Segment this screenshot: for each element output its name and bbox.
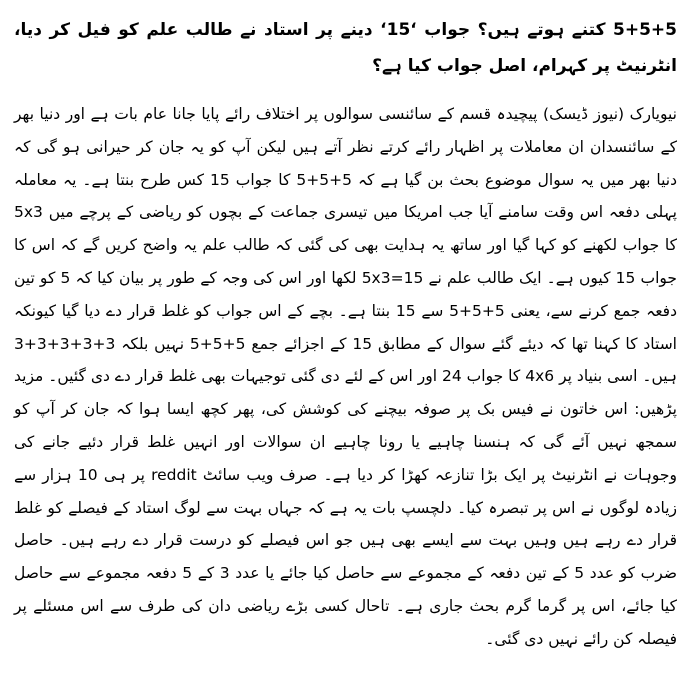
article-body: نیویارک (نیوز ڈیسک) پیچیدہ قسم کے سائنسی سوالوں پر اختلاف رائے پایا جانا عام بات ہے اور دنیا بھر کے سائنسدان ان معاملات پر اظہار رائے کرتے نظر آتے ہیں لیکن آپ کو یہ جان کر حیرانی ہو گی کہ دنیا بھر میں یہ سوال موضوع بحث بن گیا ہے کہ 5+5+5 کا جواب 15 کس طرح بنتا ہے۔ یہ معاملہ پہلی دفعہ اس وقت سامنے آیا جب امریکا میں تیسری جماعت کے بچوں کو ریاضی کے پرچے میں 5x3 کا جواب لکھنے کو کہا گیا اور ساتھ یہ ہدایت بھی کی گئی کہ طالب علم یہ واضح کریں گے کہ اس کا جواب 15 کیوں ہے۔ ایک طالب علم نے 15=5x3 لکھا اور اس کی وجہ کے طور پر بیان کیا کہ 5 کو تین دفعہ جمع کرنے سے، یعنی 5+5+5 سے 15 بنتا ہے۔ بچے کے اس جواب کو غلط قرار دے دیا گیا کیونکہ استاد کا کہنا تھا کہ دیئے گئے سوال کے مطابق 15 کے اجزائے جمع 5+5+5 نہیں بلکہ 3+3+3+3+3 ہیں۔ اسی بنیاد پر 4x6 کا جواب 24 اور اس کے لئے دی گئی توجیہات بھی غلط قرار دے دی گئیں۔ مزید پڑھیں: اس خاتون نے فیس بک پر صوفہ بیچنے کی کوشش کی، پھر کچھ ایسا ہوا کہ جان کر آپ کو سمجھ نہیں آئے گی کہ ہنسنا چاہیے یا رونا چاہیے ان سوالات اور انہیں غلط قرار دئیے جانے کی وجوہات نے انٹرنیٹ پر ایک بڑا تنازعہ کھڑا کر دیا ہے۔ صرف ویب سائٹ reddit پر ہی 10 ہزار سے زیادہ لوگوں نے اس پر تبصرہ کیا۔ دلچسپ بات یہ ہے کہ جہاں بہت سے لوگ استاد کے فیصلے کو غلط قرار دے رہے ہیں وہیں بہت سے ایسے بھی ہیں جو اس فیصلے کو درست قرار دے رہے ہیں۔ حاصل ضرب کو عدد 5 کے تین دفعہ کے مجموعے سے حاصل کیا جائے یا عدد 3 کے 5 دفعہ مجموعے سے حاصل کیا جائے، اس پر گرما گرم بحث جاری ہے۔ تاحال کسی بڑے ریاضی دان کی طرف سے اس مسئلے پر فیصلہ کن رائے نہیں دی گئی۔ <box>14 105 678 648</box>
article-headline: 5+5+5 کتنے ہوتے ہیں؟ جواب ‘15‘ دینے پر استاد نے طالب علم کو فیل کر دیا، انٹرنیٹ پر کہرام، اصل جواب کیا ہے؟ <box>14 20 678 76</box>
